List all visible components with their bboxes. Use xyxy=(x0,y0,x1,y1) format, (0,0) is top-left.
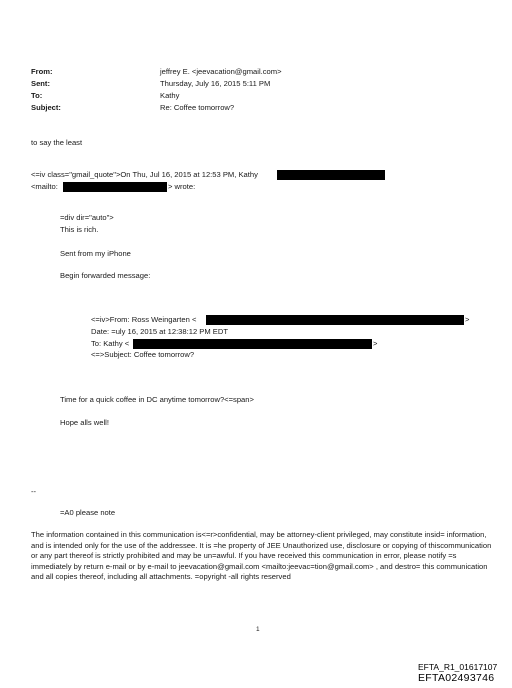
disclaimer-paragraph: The information contained in this communication is<=r>confidential, may be attorney-client privileged, may constitute insid= information, and is intended only for the use of the addressee. It is =he property of JEE Unauthorized use, disclosure or copying of thiscommunication or any part thereof is strictly prohibited and may be un=awful. If you have received this communication in error, please notify =s immediately by return e-mail or by e-mail to jeevacation@gmail.com <mailto:jeevac=tion@gmail.com> , and destro= this communication and all copies thereof, including all attachments. =opyright -all rights reserved xyxy=(31,530,492,582)
div-dir-text: =div dir="auto"> xyxy=(60,213,114,222)
fwd-from-pre: <=iv>From: Ross Weingarten < xyxy=(91,315,197,324)
from-value: jeffrey E. <jeevacation@gmail.com> xyxy=(160,67,282,76)
redaction-box xyxy=(206,315,464,325)
quote-line-2-pre: <mailto: xyxy=(31,182,58,191)
signature-dashes: -- xyxy=(31,487,37,496)
efta-large-id: EFTA02493746 xyxy=(418,672,495,684)
reply-text: to say the least xyxy=(31,138,83,147)
fwd-from-post: > xyxy=(465,315,470,324)
please-note-text: =A0 please note xyxy=(60,508,116,517)
quote-line-2-post: > wrote: xyxy=(168,182,196,191)
begin-forwarded-text: Begin forwarded message: xyxy=(60,271,151,280)
fwd-to-post: > xyxy=(373,339,378,348)
this-is-rich-text: This is rich. xyxy=(60,225,99,234)
sent-value: Thursday, July 16, 2015 5:11 PM xyxy=(160,79,271,88)
redaction-box xyxy=(277,170,385,180)
subject-value: Re: Coffee tomorrow? xyxy=(160,103,235,112)
fwd-subject: <=>Subject: Coffee tomorrow? xyxy=(91,350,195,359)
from-label: From: xyxy=(31,67,53,76)
hope-text: Hope alls well! xyxy=(60,418,109,427)
to-label: To: xyxy=(31,91,43,100)
to-value: Kathy xyxy=(160,91,180,100)
time-for-text: Time for a quick coffee in DC anytime tomorrow?<=span> xyxy=(60,395,254,404)
efta-small-id: EFTA_R1_01617107 xyxy=(418,662,498,672)
subject-label: Subject: xyxy=(31,103,61,112)
redaction-box xyxy=(133,339,372,349)
page-number: 1 xyxy=(256,626,260,633)
sent-label: Sent: xyxy=(31,79,50,88)
redaction-box xyxy=(63,182,167,192)
quote-line-1: <=iv class="gmail_quote">On Thu, Jul 16, 2015 at 12:53 PM, Kathy xyxy=(31,170,258,179)
fwd-to-pre: To: Kathy < xyxy=(91,339,130,348)
sent-from-text: Sent from my iPhone xyxy=(60,249,131,258)
fwd-date: Date: =uly 16, 2015 at 12:38:12 PM EDT xyxy=(91,327,228,336)
